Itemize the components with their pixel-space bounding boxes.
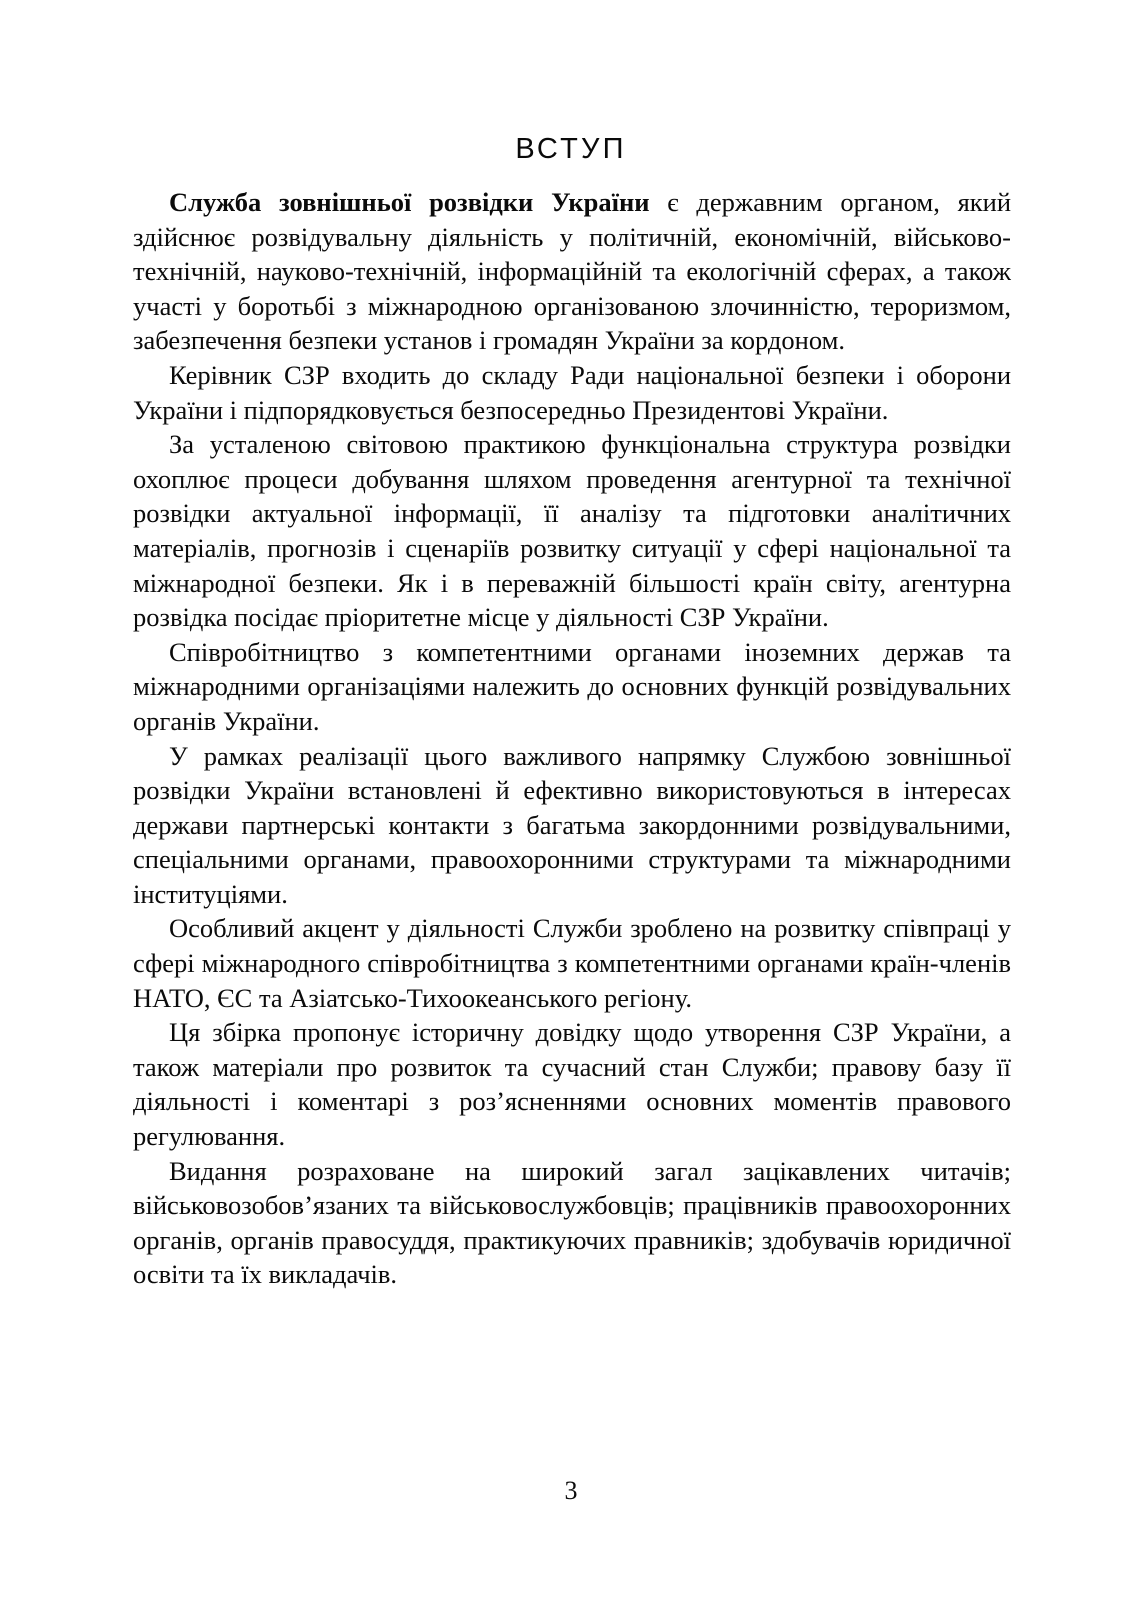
paragraph-7: Ця збірка пропонує історичну довідку щодо утворення СЗР України, а також матеріали про розвиток та сучасний стан Служби; правову базу її діяльності і коментарі з роз’ясненнями основних моментів правового регулювання.: [133, 1017, 1011, 1152]
page-number: 3: [564, 1476, 578, 1505]
page-title: ВСТУП: [515, 133, 627, 166]
paragraph-5: У рамках реалізації цього важливого напрямку Службою зовнішньої розвідки України встановлені й ефективно використовуються в інтересах держави партнерські контакти з багатьма закордонними розвідувальними, спеціальними органами, правоохоронними структурами та міжнародними інституціями.: [133, 740, 1011, 909]
paragraph-8: Видання розраховане на широкий загал зацікавлених читачів; військовозобов’язаних та військовослужбовців; працівників правоохоронних органів, органів правосуддя, практикуючих правників; здобувачів юридичної освіти та їх викладачів.: [133, 1155, 1011, 1290]
paragraph-6: Особливий акцент у діяльності Служби зроблено на розвитку співпраці у сфері міжнародного співробітництва з компетентними органами країн-членів НАТО, ЄС та Азіатсько-Тихоокеанського регіону.: [133, 913, 1011, 1013]
paragraph-1: [133, 185, 1011, 358]
paragraph-3: За усталеною світовою практикою функціональна структура розвідки охоплює процеси добування шляхом проведення агентурної та технічної розвідки актуальної інформації, її аналізу та підготовки аналітичних матеріалів, прогнозів і сценаріїв розвитку ситуації у сфері національної та міжнародної безпеки. Як і в переважній більшості країн світу, агентурна розвідка посідає пріоритетне місце у діяльності СЗР України.: [133, 429, 1011, 633]
paragraph-1-lead: Служба зовнішньої розвідки України: [169, 187, 650, 217]
paragraph-1-rest: є державним органом, який здійснює розвідувальну діяльність у політичній, економічній, військово-технічній, науково-технічній, інформаційній та екологічній сферах, а також участі у боротьбі з міжнародною організованою злочинністю, тероризмом, забезпечення безпеки установ і громадян України за кордоном.: [133, 187, 1011, 356]
paragraph-2: Керівник СЗР входить до складу Ради національної безпеки і оборони України і підпорядковується безпосередньо Президентові України.: [133, 359, 1011, 425]
paragraph-4: Співробітництво з компетентними органами іноземних держав та міжнародними організаціями належить до основних функцій розвідувальних органів України.: [133, 636, 1011, 736]
body-text: [133, 185, 1011, 1292]
